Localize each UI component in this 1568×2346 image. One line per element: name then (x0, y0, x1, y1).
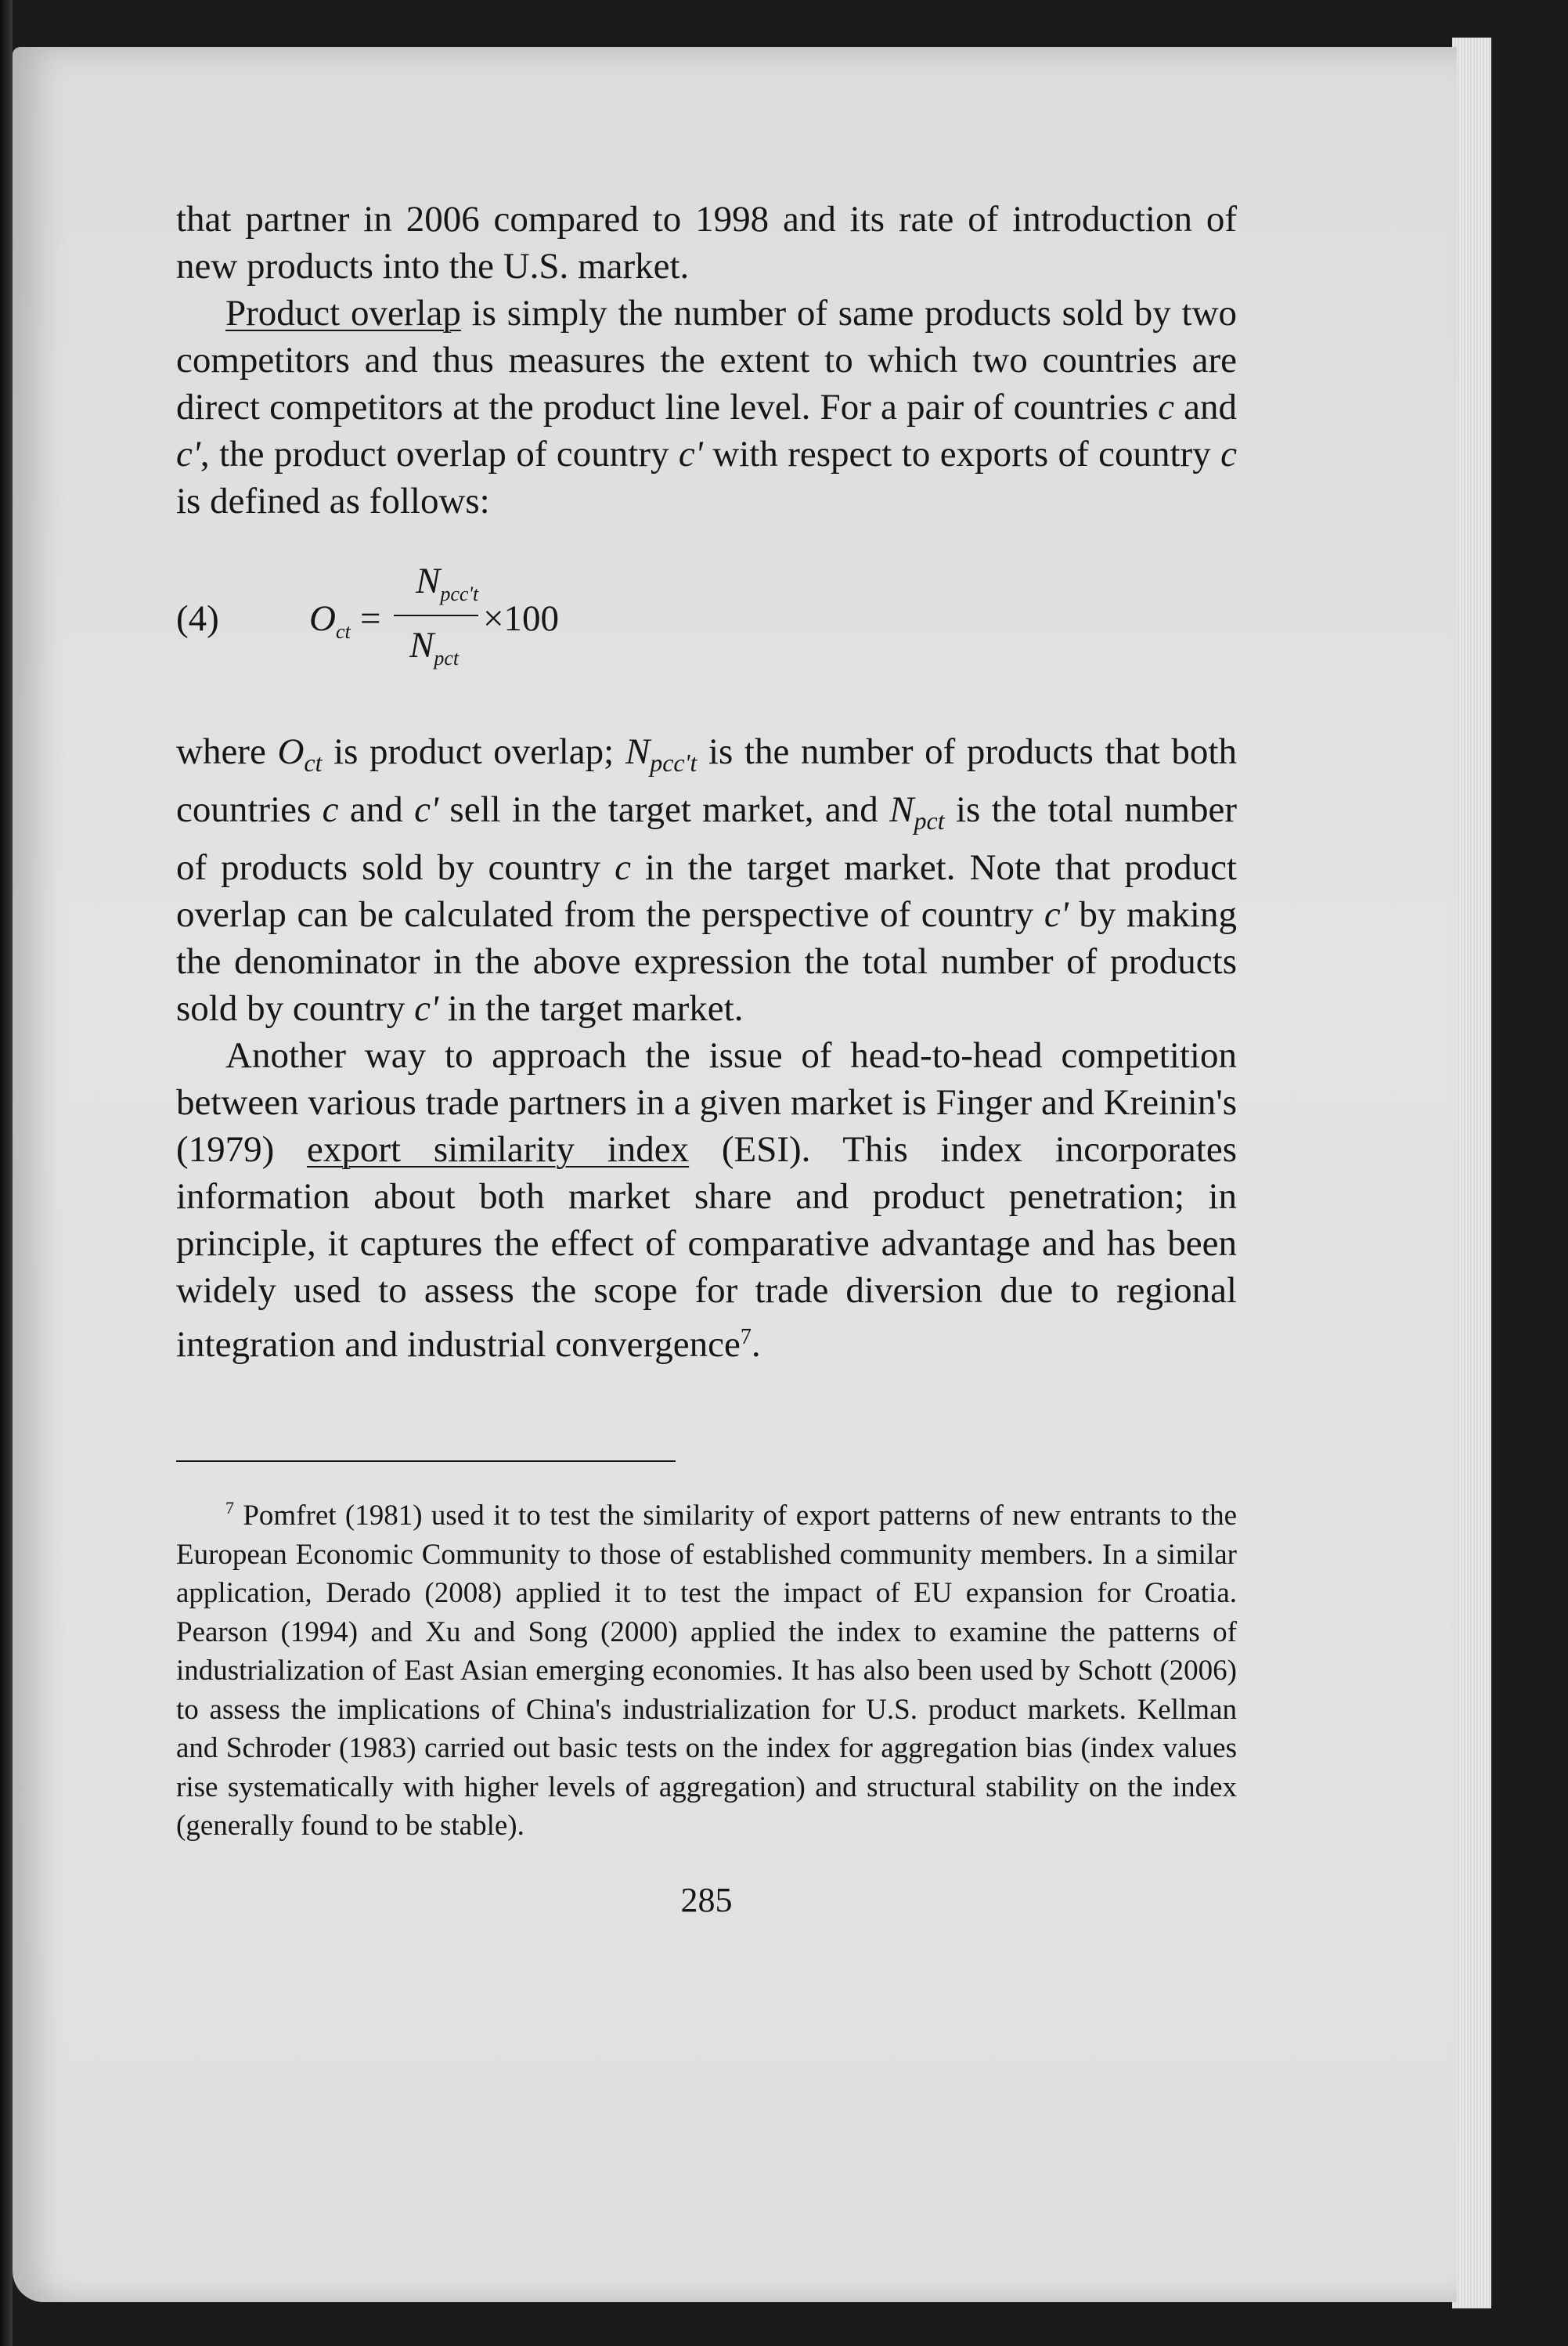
var-c: c (615, 847, 631, 888)
text: Another way to approach the issue of head-to-head competition between various trade partners in a given market is Finger and Kreinin's (1979) (176, 1035, 1237, 1170)
footnote-7 (176, 1489, 1237, 1846)
footnote-reference[interactable]: 7 (740, 1325, 752, 1349)
footnote-text: Pomfret (1981) used it to test the similarity of export patterns of new entrants to the European Economic Community to those of established community members. In a similar application, Derado (2008) applied it to test the impact of EU expansion for Croatia. Pearson (1994) and Xu and Song (2000) applied the index to examine the patterns of industrialization of East Asian emerging economies. It has also been used by Schott (2006) to assess the implications of China's industrialization for U.S. product markets. Kellman and Schroder (1983) carried out basic tests on the index for aggregation bias (index values rise systematically with higher levels of aggregation) and structural stability on the index (generally found to be stable). (176, 1500, 1238, 1842)
subscript: pcc't (440, 583, 479, 605)
equation-number: (4) (176, 598, 219, 639)
footnote-separator (176, 1460, 676, 1462)
var-c-prime: c' (1044, 894, 1069, 935)
text: and (338, 789, 415, 830)
var-c-prime: c' (414, 789, 439, 830)
text: is simply the number of same products sold by two competitors and thus measures the extent to which two countries are direct competitors at the product line level. For a pair of countries (176, 293, 1238, 428)
book-spine-shadow (0, 0, 13, 2346)
var-c-prime: c' (176, 434, 200, 475)
times-100: ×100 (483, 598, 560, 639)
text: is product overlap; (322, 731, 625, 772)
subscript: pcc't (650, 749, 697, 777)
symbol-O: O (309, 598, 336, 639)
equals-sign: = (360, 598, 381, 639)
paragraph-product-overlap (176, 290, 1237, 525)
text: with respect to exports of country (702, 434, 1221, 475)
subscript: ct (304, 749, 323, 777)
symbol-N: N (409, 625, 434, 666)
term-product-overlap: Product overlap (225, 293, 461, 334)
text: sell in the target market, and (438, 789, 890, 830)
var-c: c (1220, 434, 1237, 475)
page-number: 285 (680, 1880, 733, 1919)
text: in the target market. (438, 988, 744, 1029)
var-c: c (1158, 387, 1174, 428)
symbol-N: N (889, 789, 914, 830)
text: and (1173, 387, 1237, 428)
footnote-mark: 7 (225, 1498, 234, 1518)
text: in the target market. Note that product overlap can be calculated from the perspective of country (176, 847, 1237, 935)
text: is the total number of products sold by country (176, 789, 1237, 888)
text: (ESI). This index incorporates information about both market share and product penetration; in principle, it captures the effect of comparative advantage and has been widely used to assess the scope for trade diversion due to regional integration and industrial convergence (176, 1129, 1237, 1365)
fraction-denominator (409, 624, 459, 670)
paragraph-esi (176, 1032, 1237, 1368)
paragraph-where (176, 728, 1237, 1032)
var-c: c (322, 789, 339, 830)
page-stack-edge (1452, 38, 1491, 2308)
var-c-prime: c' (678, 434, 703, 475)
equation-lhs (309, 597, 351, 644)
subscript: pct (914, 807, 945, 835)
text: is the number of products that both countries (176, 731, 1237, 830)
fraction-bar (394, 615, 478, 616)
symbol-O: O (277, 731, 305, 772)
symbol-N: N (625, 731, 651, 772)
fraction-numerator (416, 560, 478, 606)
var-c-prime: c' (414, 988, 439, 1029)
text: , the product overlap of country (200, 434, 679, 475)
paragraph-1: that partner in 2006 compared to 1998 and its rate of introduction of new products into the U.S. market. (176, 199, 1237, 287)
subscript: pct (434, 647, 460, 670)
symbol-N: N (416, 561, 441, 601)
text: by making the denominator in the above expression the total number of products sold by country (176, 894, 1237, 1029)
equation-4 (176, 525, 1237, 728)
text: . (751, 1324, 761, 1365)
term-export-similarity-index: export similarity index (307, 1129, 690, 1170)
subscript: ct (335, 620, 351, 643)
text: where (176, 731, 278, 772)
page-content (176, 196, 1237, 1920)
text: is defined as follows: (176, 481, 490, 522)
